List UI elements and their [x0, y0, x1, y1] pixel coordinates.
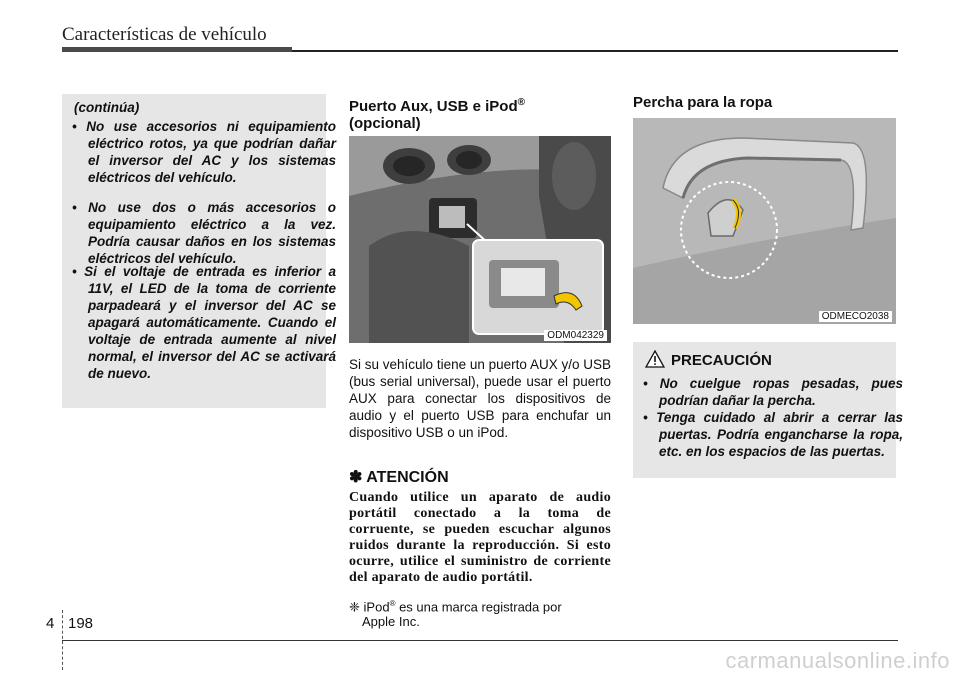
ipod-trademark-note: [349, 596, 611, 629]
aux-usb-photo: [349, 136, 611, 343]
console-illustration: [349, 136, 611, 343]
caution-title: PRECAUCIÓN: [671, 352, 772, 369]
note-brand: iPod: [363, 599, 390, 615]
header-bar: [62, 47, 292, 52]
caution-bullet-1: • No cuelgue ropas pesadas, pues podrían dañar la percha.: [643, 376, 903, 408]
header-rule: [292, 50, 898, 52]
attention-title: ✽ ATENCIÓN: [349, 469, 449, 486]
note-rest: es una marca registrada por: [395, 599, 562, 615]
warning-bullet-1: • No use accesorios ni equipamiento eléctrico rotos, ya que podrían dañar el inversor del AC y los sistemas eléctricos del vehículo.: [72, 119, 336, 185]
photo-code-1: ODM042329: [544, 330, 607, 341]
attention-text: Cuando utilice un aparato de audio portátil conectado a la toma de corruente, se pueden escuchar algunos ruidos durante la reproducción. Si esto ocurre, utilice el suministro de corriente del aparato de audio portátil.: [349, 490, 611, 585]
note-line2: Apple Inc.: [362, 614, 420, 630]
coat-hook-photo: [633, 118, 896, 324]
caution-bullet-2: • Tenga cuidado al abrir a cerrar las puertas. Podría engancharse la ropa, etc. en los espacios de las puertas.: [643, 410, 903, 459]
caution-box: [633, 342, 903, 478]
aux-usb-heading-line2: (opcional): [349, 115, 421, 132]
aux-usb-heading: [349, 94, 525, 132]
note-mark: ❈: [349, 599, 360, 615]
note-registered-mark: ®: [389, 599, 396, 608]
registered-mark: ®: [517, 97, 526, 108]
warning-bullet-3: • Si el voltaje de entrada es inferior a 11V, el LED de la toma de corriente parpadeará y el inversor del AC se apagará automáticamente. Cuando el voltaje de entrada aumente al nivel normal, el inversor del AC se activará de nuevo.: [72, 264, 336, 381]
page-header-title: Características de vehículo: [62, 24, 267, 45]
aux-usb-body: Si su vehículo tiene un puerto AUX y/o USB (bus serial universal), puede usar el puerto AUX para conectar los dispositivos de audio y el puerto USB para enchufar un dispositivo USB o un iPod.: [349, 357, 611, 440]
coat-hook-illustration: [633, 118, 896, 324]
warning-bullet-2: • No use dos o más accesorios o equipamiento eléctrico a la vez. Podría causar daños en los sistemas eléctricos del vehículo.: [72, 200, 336, 266]
photo-code-2: ODMECO2038: [819, 311, 892, 322]
warning-triangle-icon: [645, 350, 665, 368]
chapter-number: 4: [46, 615, 55, 632]
continued-label: (continúa): [74, 100, 140, 115]
continued-warning-box: [62, 94, 336, 408]
page-number: 198: [68, 615, 94, 632]
aux-usb-heading-line1: Puerto Aux, USB e iPod: [349, 98, 518, 115]
footer-rule: [62, 640, 898, 641]
coat-hook-heading: Percha para la ropa: [633, 94, 773, 111]
watermark: carmanualsonline.info: [725, 648, 950, 673]
